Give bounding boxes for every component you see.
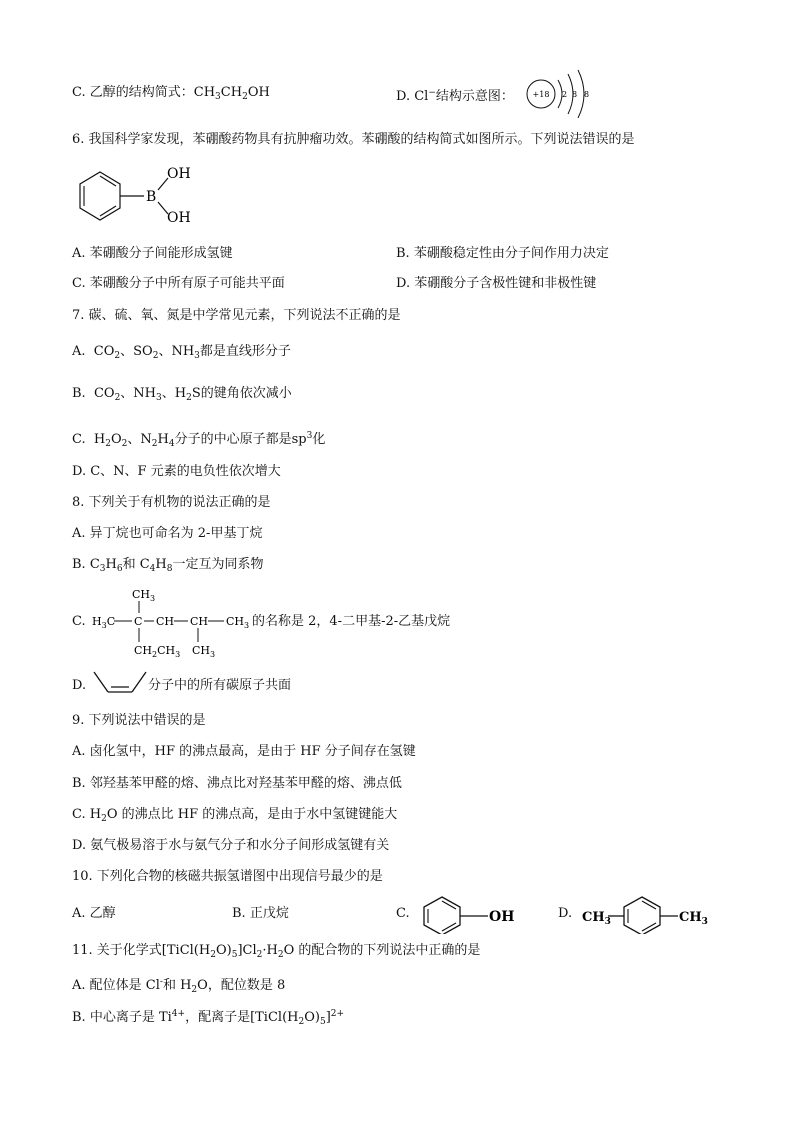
cis-2-butene-skeletal-structure	[92, 668, 148, 696]
chloride-ion-structure-diagram	[524, 66, 596, 118]
svg-text:CH3: $CH_3$	[679, 910, 708, 927]
q11-option-b: B. 中心离子是 $Ti^{4+}$，配离子是$[TiCl(H_2O)_5]^{2+}$	[72, 1009, 345, 1027]
oh-top-label: OH	[167, 166, 191, 182]
svg-text:CH3: $CH_3$	[192, 644, 216, 659]
q8-branched-alkane-structure	[92, 584, 258, 660]
ch-1: CH	[156, 615, 175, 628]
q9-option-d: D. 氨气极易溶于水与氨气分子和水分子间形成氢键有关	[72, 838, 390, 853]
q8-option-c-label: C.	[72, 614, 86, 629]
phenylboronic-acid-structure	[70, 160, 200, 230]
svg-text:CH3: $CH_3$	[582, 910, 611, 927]
nucleus-charge: +18	[532, 90, 550, 99]
oh-bottom-label: OH	[167, 210, 191, 226]
q11-stem: 11. 关于化学式$[TiCl(H_2O)_5]Cl_2\cdot H_2O$ 的配合物的下列说法中正确的是	[72, 943, 481, 960]
q8-option-a: A. 异丁烷也可命名为 2-甲基丁烷	[72, 526, 263, 541]
q6-stem: 6. 我国科学家发现，苯硼酸药物具有抗肿瘤功效。苯硼酸的结构简式如图所示。下列说法错误的是	[72, 132, 635, 147]
q11-option-a: A. 配位体是 Cl-和 $H_2O$，配位数是 8	[72, 977, 286, 995]
phenol-structure	[418, 894, 528, 934]
quaternary-carbon: C	[134, 615, 143, 628]
q10-stem: 10. 下列化合物的核磁共振氢谱图中出现信号最少的是	[72, 869, 383, 884]
q8-option-d-text: 分子中的所有碳原子共面	[148, 678, 292, 693]
q8-option-c-text: 的名称是 2，4-二甲基-2-乙基戊烷	[252, 614, 451, 629]
q7-option-a: A. $CO_2$、$SO_2$、$NH_3$都是直线形分子	[72, 344, 291, 361]
boron-label: B	[146, 189, 157, 205]
q10-option-c-label: C.	[396, 906, 410, 921]
q9-option-c: C. $H_2O$ 的沸点比 HF 的沸点高，是由于水中氢键键能大	[72, 807, 398, 824]
svg-text:CH2CH3: $CH_2CH_3$	[134, 644, 181, 659]
phenol-oh-label: OH	[489, 909, 515, 925]
q6-option-d: D. 苯硼酸分子含极性键和非极性键	[396, 276, 597, 291]
q6-option-b: B. 苯硼酸稳定性由分子间作用力决定	[396, 246, 609, 261]
shell-2: 8	[572, 90, 578, 99]
ch-2: CH	[190, 615, 209, 628]
svg-text:CH3: $CH_3$	[226, 615, 250, 630]
q6-option-a: A. 苯硼酸分子间能形成氢键	[72, 246, 233, 261]
q10-option-b: B. 正戊烷	[232, 906, 289, 921]
q8-option-d-label: D.	[72, 678, 87, 693]
q7-stem: 7. 碳、硫、氧、氮是中学常见元素，下列说法不正确的是	[72, 308, 401, 323]
q7-option-d: D. C、N、F 元素的电负性依次增大	[72, 464, 281, 479]
q5-option-d: D. Cl−结构示意图：	[396, 88, 514, 104]
shell-3: 8	[584, 90, 590, 99]
q7-option-b: B. $CO_2$、$NH_3$、$H_2S$的键角依次减小	[72, 386, 292, 403]
svg-text:CH3: $CH_3$	[132, 588, 156, 603]
q6-option-c: C. 苯硼酸分子中所有原子可能共平面	[72, 276, 285, 291]
q10-option-a: A. 乙醇	[72, 906, 116, 921]
q8-stem: 8. 下列关于有机物的说法正确的是	[72, 495, 271, 510]
q5-option-c: C. 乙醇的结构简式：$CH_3CH_2OH$	[72, 85, 270, 102]
q9-option-a: A. 卤化氢中，HF 的沸点最高，是由于 HF 分子间存在氢键	[72, 744, 416, 759]
shell-1: 2	[562, 90, 568, 99]
p-xylene-structure	[578, 894, 708, 934]
svg-text:H3C: $H_3C$	[92, 615, 116, 630]
q7-option-c: C. $H_2O_2$、$N_2H_4$分子的中心原子都是$sp^3$化	[72, 431, 326, 449]
q9-option-b: B. 邻羟基苯甲醛的熔、沸点比对羟基苯甲醛的熔、沸点低	[72, 776, 402, 791]
q8-option-b: B. $C_3H_6$和 $C_4H_8$一定互为同系物	[72, 557, 264, 574]
q9-stem: 9. 下列说法中错误的是	[72, 713, 206, 728]
q10-option-d-label: D.	[558, 906, 573, 921]
